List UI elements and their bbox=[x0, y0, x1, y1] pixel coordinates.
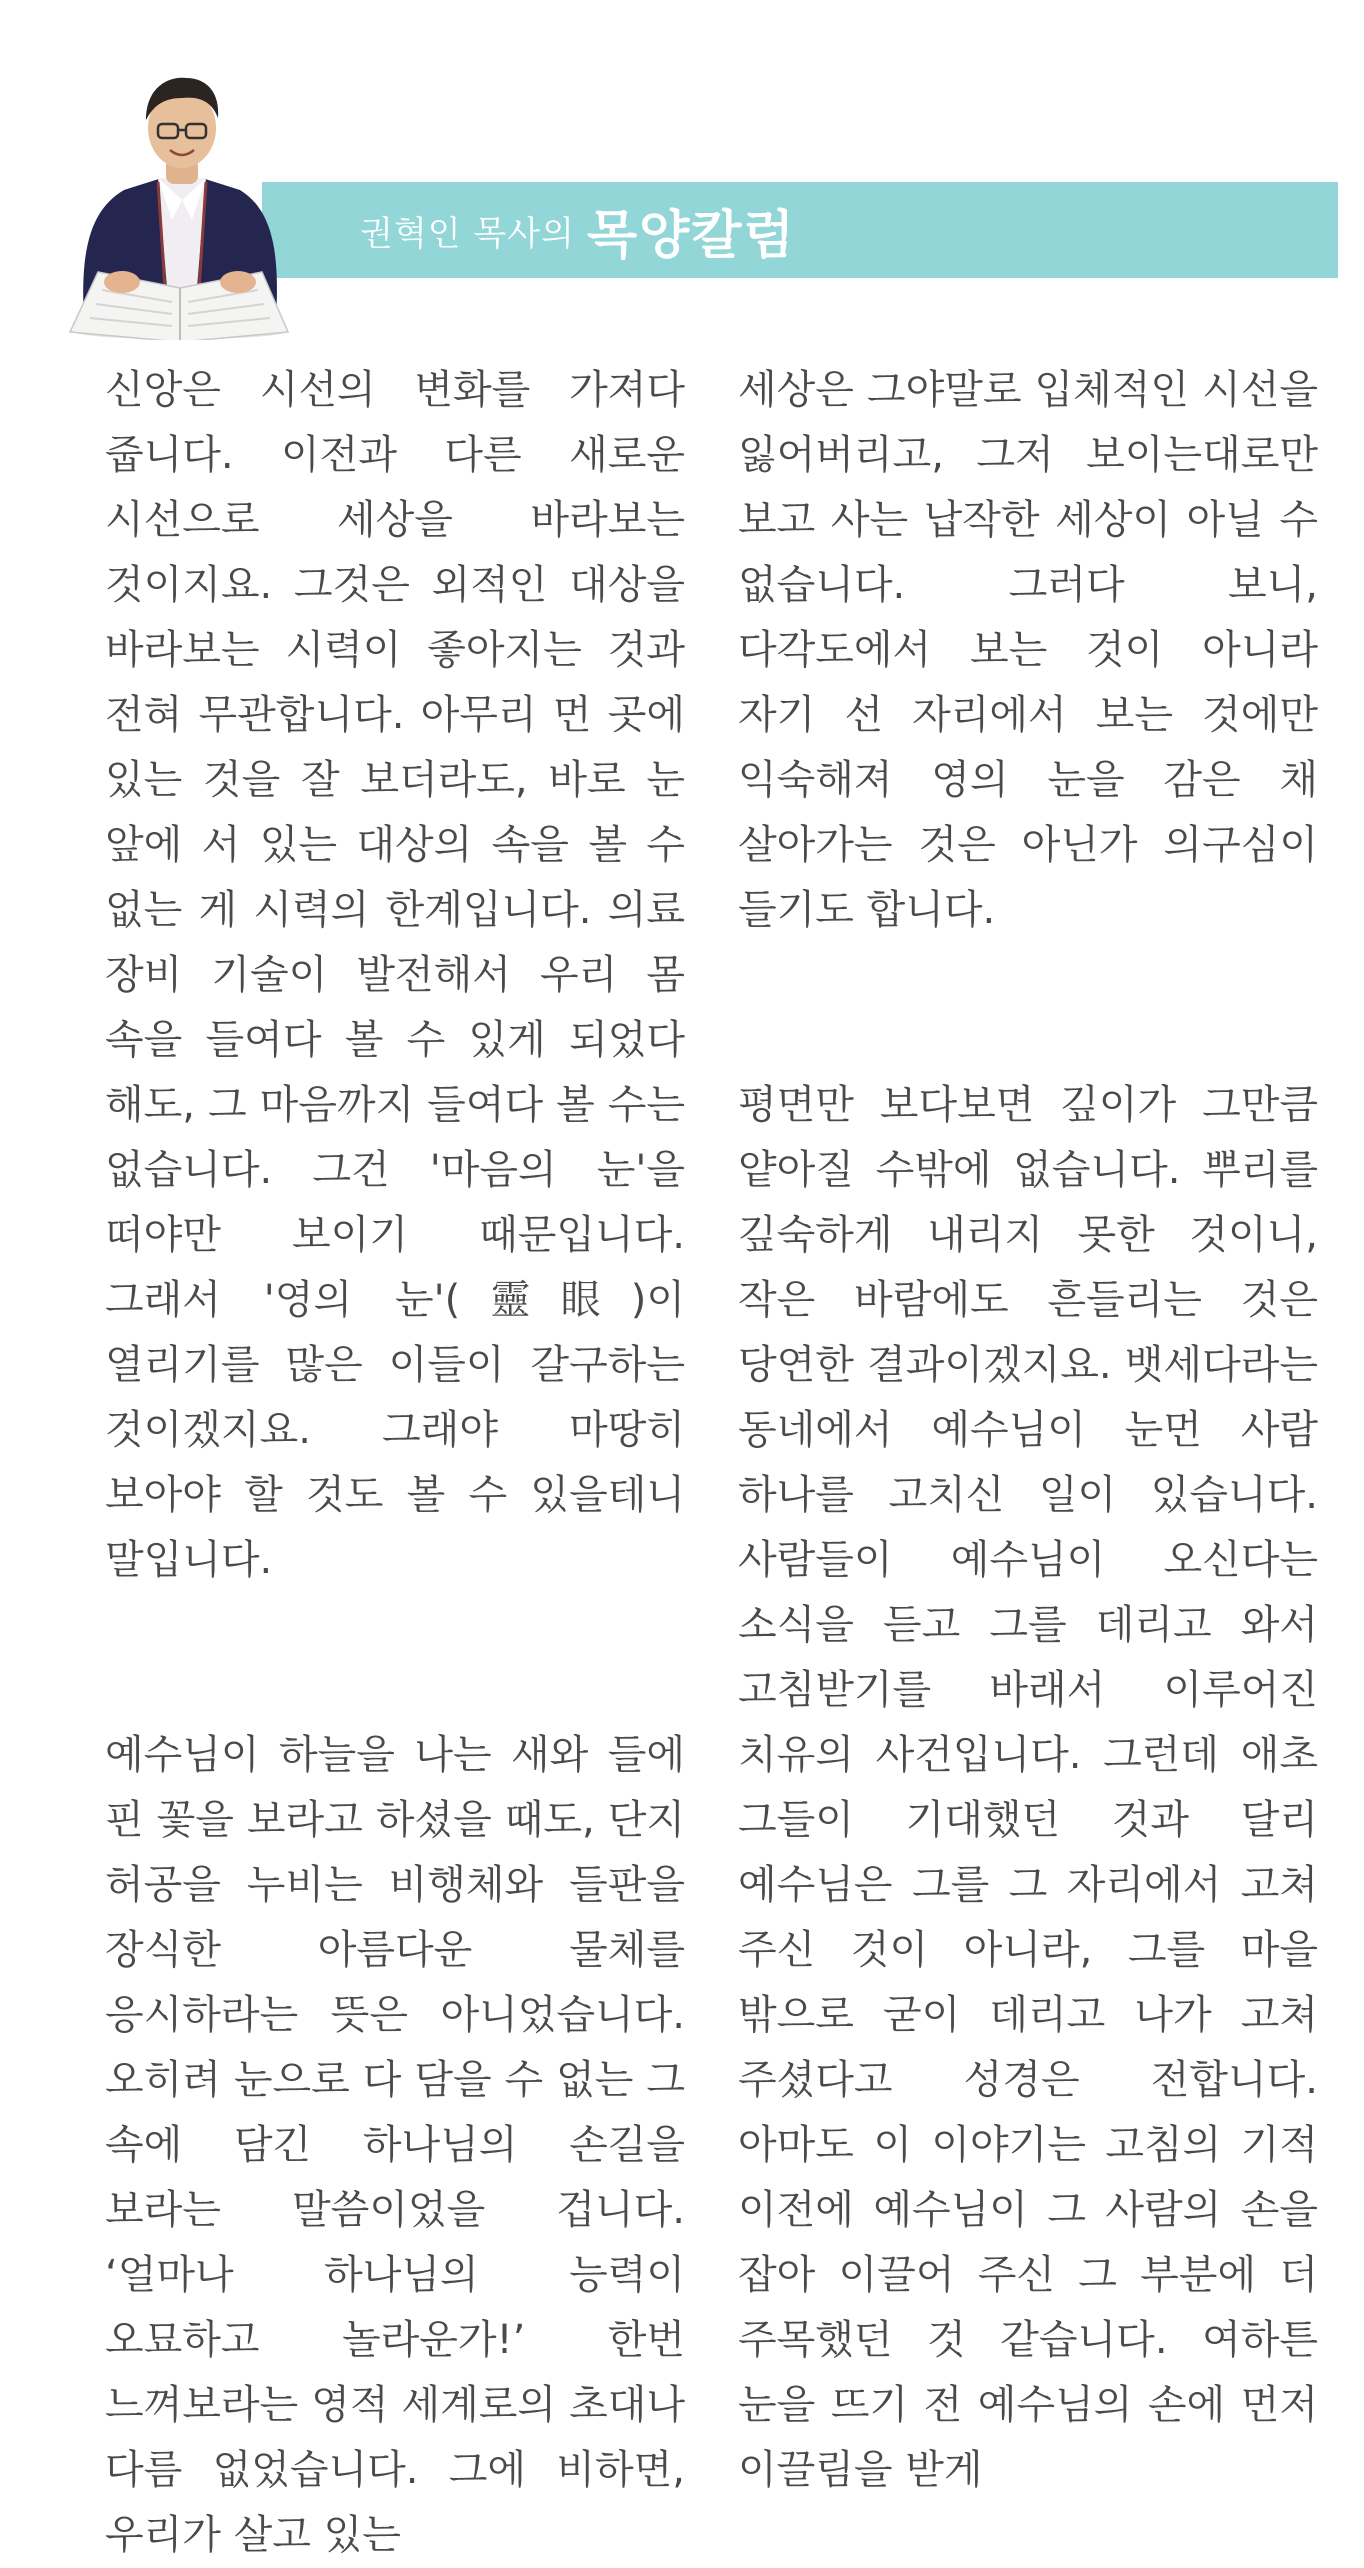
paragraph: 평면만 보다보면 깊이가 그만큼 얕아질 수밖에 없습니다. 뿌리를 깊숙하게 내리지 못한 것이니, 작은 바람에도 흔들리는 것은 당연한 결과이겠지요. 뱃세다라는 동네에서 예수님이 눈먼 사람 하나를 고치신 일이 있습니다. 사람들이 예수님이 오신다는 소식을 듣고 그를 데리고 와서 고침받기를 바래서 이루어진 치유의 사건입니다. 그런데 애초 그들이 기대했던 것과 달리 예수님은 그를 그 자리에서 고쳐 주신 것이 아니라, 그를 마을 밖으로 굳이 데리고 나가 고쳐 주셨다고 성경은 전합니다. 아마도 이 이야기는 고침의 기적 이전에 예수님이 그 사람의 손을 잡아 이끌어 주신 그 부분에 더 주목했던 것 같습니다. 여하튼 눈을 뜨기 전 예수님의 손에 먼저 이끌림을 받게 bbox=[738, 1082, 1318, 2493]
column-subtitle: 권혁인 목사의 bbox=[360, 213, 575, 254]
paragraph: 예수님이 하늘을 나는 새와 들에 핀 꽃을 보라고 하셨을 때도, 단지 허공을 누비는 비행체와 들판을 장식한 아름다운 물체를 응시하라는 뜻은 아니었습니다. 오히려 눈으로 다 담을 수 없는 그 속에 담긴 하나님의 손길을 보라는 말씀이었을 겁니다. ‘얼마나 하나님의 능력이 오묘하고 놀라운가!’ 한번 느껴보라는 영적 세계로의 초대나 다름 없었습니다. 그에 비하면, 우리가 살고 있는 bbox=[105, 1732, 685, 2558]
column-title bbox=[360, 182, 796, 278]
paragraph: 신앙은 시선의 변화를 가져다 줍니다. 이전과 다른 새로운 시선으로 세상을 바라보는 것이지요. 그것은 외적인 대상을 바라보는 시력이 좋아지는 것과 전혀 무관합니다. 아무리 먼 곳에 있는 것을 잘 보더라도, 바로 눈 앞에 서 있는 대상의 속을 볼 수 없는 게 시력의 한계입니다. 의료 장비 기술이 발전해서 우리 몸 속을 들여다 볼 수 있게 되었다 해도, 그 마음까지 들여다 볼 수는 없습니다. 그건 '마음의 눈'을 떠야만 보이기 때문입니다. 그래서 '영의 눈'(靈眼)이 열리기를 많은 이들이 갈구하는 것이겠지요. 그래야 마땅히 보아야 할 것도 볼 수 있을테니 말입니다. bbox=[105, 367, 685, 1583]
paragraph: 세상은 그야말로 입체적인 시선을 잃어버리고, 그저 보이는대로만 보고 사는 납작한 세상이 아닐 수 없습니다. 그러다 보니, 다각도에서 보는 것이 아니라 자기 선 자리에서 보는 것에만 익숙해져 영의 눈을 감은 채 살아가는 것은 아닌가 의구심이 들기도 합니다. bbox=[738, 367, 1318, 933]
column-heading: 목양칼럼 bbox=[586, 204, 796, 266]
article-left-column bbox=[105, 358, 685, 2568]
article-right-column bbox=[738, 358, 1318, 2503]
pastor-portrait-icon bbox=[62, 50, 292, 340]
